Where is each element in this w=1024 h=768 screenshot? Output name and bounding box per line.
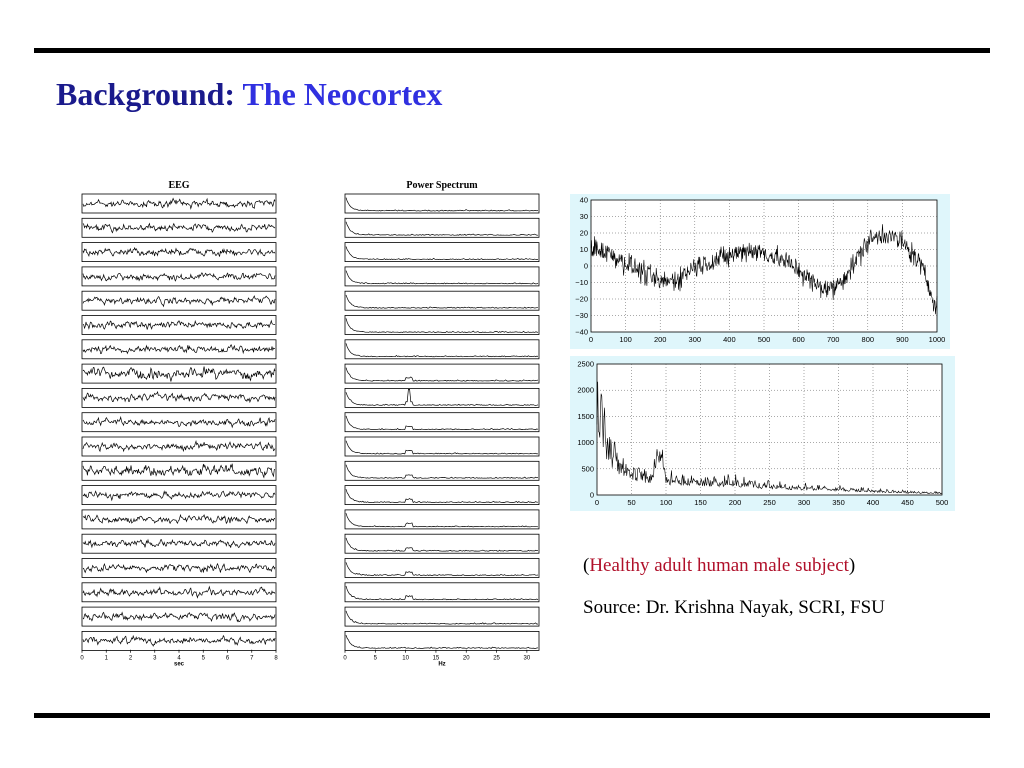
channel-box xyxy=(82,437,276,456)
channel-trace xyxy=(346,389,538,405)
power-spectrum-figure xyxy=(333,190,553,670)
channel-trace xyxy=(346,635,538,648)
channel-trace xyxy=(83,199,275,209)
channel-trace xyxy=(346,343,538,356)
x-tick-label: 0 xyxy=(588,335,594,344)
channel-box xyxy=(345,631,539,650)
caption-text: Healthy adult human male subject xyxy=(589,555,849,576)
x-tick-label: 30 xyxy=(523,655,531,662)
channel-trace xyxy=(346,562,538,575)
x-tick-label: 100 xyxy=(619,335,632,344)
x-tick-label: 150 xyxy=(694,498,707,507)
y-tick-label: −10 xyxy=(575,278,588,287)
y-tick-label: 500 xyxy=(581,464,594,474)
y-tick-label: 40 xyxy=(579,195,588,205)
x-tick-label: 50 xyxy=(627,498,636,507)
y-tick-label: 10 xyxy=(579,245,588,254)
x-tick-label: 1 xyxy=(104,655,108,662)
channel-trace xyxy=(83,367,275,382)
x-tick-label: 200 xyxy=(653,335,667,344)
channel-trace xyxy=(83,273,275,281)
x-axis-label: Hz xyxy=(438,661,446,668)
channel-trace xyxy=(83,491,275,500)
title-prefix: Background: xyxy=(56,76,236,112)
caption xyxy=(583,555,855,577)
y-tick-label: −20 xyxy=(575,294,588,304)
channel-box xyxy=(345,316,539,335)
channel-trace xyxy=(83,587,275,598)
channel-trace xyxy=(346,611,538,624)
channel-trace xyxy=(346,513,538,527)
eeg-figure-title: EEG xyxy=(168,180,190,191)
x-tick-label: 800 xyxy=(861,335,875,344)
channel-trace xyxy=(83,515,275,523)
y-tick-label: 0 xyxy=(589,490,594,500)
channel-trace xyxy=(83,392,275,402)
y-tick-label: −30 xyxy=(575,311,588,320)
channel-box xyxy=(82,559,276,578)
x-tick-label: 500 xyxy=(935,498,949,507)
channel-trace xyxy=(83,564,275,573)
x-tick-label: 0 xyxy=(594,498,600,507)
y-tick-label: 2500 xyxy=(577,359,594,369)
x-tick-label: 700 xyxy=(826,335,840,344)
x-tick-label: 300 xyxy=(797,498,811,507)
x-tick-label: 15 xyxy=(432,655,440,662)
x-tick-label: 8 xyxy=(274,655,278,662)
channel-trace xyxy=(83,540,275,548)
x-tick-label: 450 xyxy=(901,498,914,507)
x-tick-label: 2 xyxy=(128,655,133,662)
x-tick-label: 5 xyxy=(373,655,377,662)
channel-trace xyxy=(346,247,538,260)
channel-box xyxy=(82,340,276,359)
channel-box xyxy=(82,607,276,626)
channel-trace xyxy=(346,198,538,211)
caption-close: ) xyxy=(848,555,856,576)
channel-trace xyxy=(346,271,538,284)
channel-trace xyxy=(83,612,275,621)
x-tick-label: 300 xyxy=(688,335,702,344)
channel-trace xyxy=(83,441,275,451)
x-tick-label: 25 xyxy=(493,655,500,662)
x-tick-label: 1000 xyxy=(928,335,946,344)
eeg-figure xyxy=(70,190,290,670)
channel-trace xyxy=(83,321,275,330)
x-tick-label: 4 xyxy=(177,655,181,662)
y-tick-label: 20 xyxy=(579,228,588,238)
x-tick-label: 400 xyxy=(723,335,736,344)
channel-trace xyxy=(346,441,538,454)
x-tick-label: 900 xyxy=(896,335,909,344)
power-spectrum-figure-title: Power Spectrum xyxy=(406,180,478,191)
channel-trace xyxy=(346,222,538,236)
channel-trace xyxy=(346,318,538,332)
channel-trace xyxy=(83,296,275,306)
x-tick-label: 100 xyxy=(659,498,673,507)
bottom-rule xyxy=(34,713,990,718)
y-tick-label: 1500 xyxy=(577,411,594,421)
x-tick-label: 5 xyxy=(201,655,205,662)
channel-trace xyxy=(346,586,538,600)
channel-trace xyxy=(83,345,275,354)
x-tick-label: 3 xyxy=(153,655,157,662)
source-citation: Source: Dr. Krishna Nayak, SCRI, FSU xyxy=(583,597,885,618)
x-tick-label: 0 xyxy=(343,655,347,662)
x-tick-label: 350 xyxy=(832,498,845,507)
x-tick-label: 7 xyxy=(250,655,254,662)
time-series-chart xyxy=(570,194,950,349)
x-axis-label: sec xyxy=(173,661,185,668)
y-tick-label: 0 xyxy=(583,261,588,271)
y-tick-label: 30 xyxy=(579,212,588,221)
x-tick-label: 250 xyxy=(763,498,776,507)
x-tick-label: 600 xyxy=(792,335,805,344)
x-tick-label: 0 xyxy=(80,655,84,662)
top-rule xyxy=(34,48,990,53)
channel-trace xyxy=(83,417,275,427)
channel-box xyxy=(82,534,276,553)
channel-box xyxy=(345,388,539,407)
title-accent: The Neocortex xyxy=(242,76,443,112)
channel-box xyxy=(345,486,539,505)
x-tick-label: 200 xyxy=(728,498,742,507)
slide-title xyxy=(56,76,442,113)
spectrum-chart xyxy=(570,356,955,511)
channel-trace xyxy=(346,295,538,308)
channel-trace xyxy=(83,636,275,646)
channel-trace xyxy=(83,248,275,257)
y-tick-label: −40 xyxy=(575,327,588,337)
y-tick-label: 2000 xyxy=(577,385,594,395)
channel-trace xyxy=(346,416,538,430)
channel-trace xyxy=(346,489,538,502)
channel-trace xyxy=(346,538,538,551)
channel-box xyxy=(345,218,539,237)
channel-box xyxy=(345,340,539,359)
channel-box xyxy=(82,316,276,335)
x-tick-label: 6 xyxy=(225,655,230,662)
caption-open: ( xyxy=(583,555,590,576)
channel-trace xyxy=(83,224,275,233)
channel-trace xyxy=(346,465,538,479)
channel-trace xyxy=(346,368,538,382)
x-tick-label: 20 xyxy=(462,655,470,662)
x-tick-label: 400 xyxy=(866,498,880,507)
x-tick-label: 10 xyxy=(402,655,409,662)
x-tick-label: 500 xyxy=(757,335,771,344)
channel-trace xyxy=(83,464,275,478)
y-tick-label: 1000 xyxy=(577,438,594,448)
